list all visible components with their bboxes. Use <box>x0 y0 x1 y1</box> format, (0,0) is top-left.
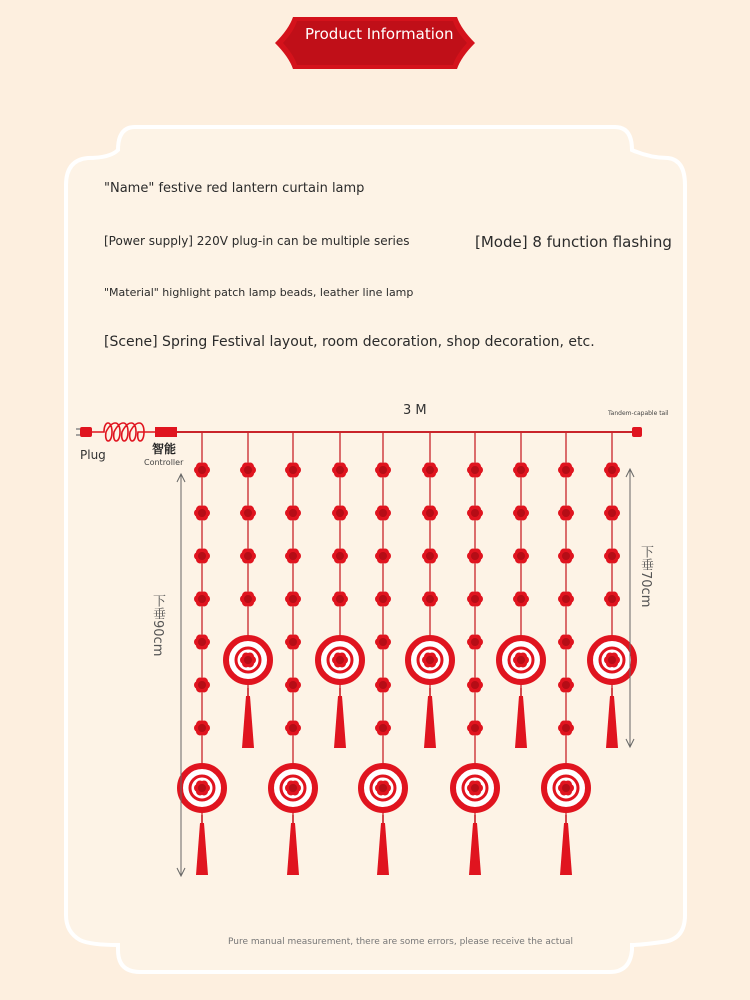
controller-cn-label: 智能 <box>152 442 177 456</box>
tassel <box>242 696 254 748</box>
lamp-bead <box>604 463 620 478</box>
lamp-bead <box>240 506 256 521</box>
tassel <box>334 696 346 748</box>
lamp-bead <box>285 635 301 650</box>
plug-icon <box>80 427 92 437</box>
lamp-bead <box>604 506 620 521</box>
drop-short-label: 下垂70cm <box>638 545 653 608</box>
lamp-bead <box>375 506 391 521</box>
lamp-bead <box>194 678 210 693</box>
lamp-bead <box>467 463 483 478</box>
lamp-bead <box>285 721 301 736</box>
controller-box <box>155 427 177 437</box>
lamp-bead <box>467 592 483 607</box>
lamp-bead <box>558 549 574 564</box>
lamp-bead <box>375 463 391 478</box>
lamp-bead <box>558 721 574 736</box>
lamp-bead <box>285 463 301 478</box>
lamp-bead <box>375 721 391 736</box>
tassel <box>424 696 436 748</box>
lamp-bead <box>240 463 256 478</box>
lamp-bead <box>332 592 348 607</box>
lamp-bead <box>194 506 210 521</box>
lamp-bead <box>558 506 574 521</box>
power-cord <box>92 423 155 441</box>
plug-label: Plug <box>80 448 106 462</box>
lamp-bead <box>375 635 391 650</box>
lamp-bead <box>240 592 256 607</box>
lamp-bead <box>422 592 438 607</box>
lamp-bead <box>513 549 529 564</box>
lamp-bead <box>558 678 574 693</box>
lamp-bead <box>332 506 348 521</box>
lamp-bead <box>467 721 483 736</box>
tassel <box>606 696 618 748</box>
lamp-bead <box>285 549 301 564</box>
info-material: "Material" highlight patch lamp beads, leather line lamp <box>104 286 414 299</box>
tassel <box>560 823 572 875</box>
lamp-bead <box>467 549 483 564</box>
lamp-bead <box>604 549 620 564</box>
drop-long-label: 下垂90cm <box>150 594 165 657</box>
tassel <box>196 823 208 875</box>
lamp-bead <box>194 635 210 650</box>
lamp-bead <box>375 592 391 607</box>
lamp-bead <box>332 463 348 478</box>
lamp-bead <box>513 506 529 521</box>
measurement-note: Pure manual measurement, there are some errors, please receive the actual <box>228 937 574 947</box>
banner-title: Product Information <box>305 25 454 43</box>
tail-connector-icon <box>632 427 642 437</box>
lamp-bead <box>604 592 620 607</box>
lamp-bead <box>375 549 391 564</box>
info-power: [Power supply] 220V plug-in can be multiple series <box>104 234 410 248</box>
lamp-bead <box>285 678 301 693</box>
lamp-bead <box>422 463 438 478</box>
lamp-bead <box>467 678 483 693</box>
lamp-bead <box>422 549 438 564</box>
lamp-bead <box>194 592 210 607</box>
lamp-bead <box>467 635 483 650</box>
tassel <box>469 823 481 875</box>
lamp-bead <box>513 592 529 607</box>
lamp-bead <box>332 549 348 564</box>
lamp-bead <box>194 721 210 736</box>
lamp-bead <box>285 506 301 521</box>
lamp-bead <box>422 506 438 521</box>
lamp-bead <box>375 678 391 693</box>
info-mode: [Mode] 8 function flashing <box>475 233 672 251</box>
lamp-bead <box>558 592 574 607</box>
lamp-bead <box>194 549 210 564</box>
lamp-bead <box>240 549 256 564</box>
width-label: 3 M <box>403 403 427 418</box>
tail-label: Tandem-capable tail <box>608 410 669 417</box>
tassel <box>515 696 527 748</box>
lamp-bead <box>467 506 483 521</box>
controller-label: Controller <box>144 458 184 467</box>
lamp-bead <box>285 592 301 607</box>
info-scene: [Scene] Spring Festival layout, room decoration, shop decoration, etc. <box>104 334 595 350</box>
lamp-bead <box>513 463 529 478</box>
tassel <box>287 823 299 875</box>
tassel <box>377 823 389 875</box>
lamp-bead <box>558 463 574 478</box>
lamp-bead <box>558 635 574 650</box>
lamp-bead <box>194 463 210 478</box>
info-name: "Name" festive red lantern curtain lamp <box>104 181 365 196</box>
